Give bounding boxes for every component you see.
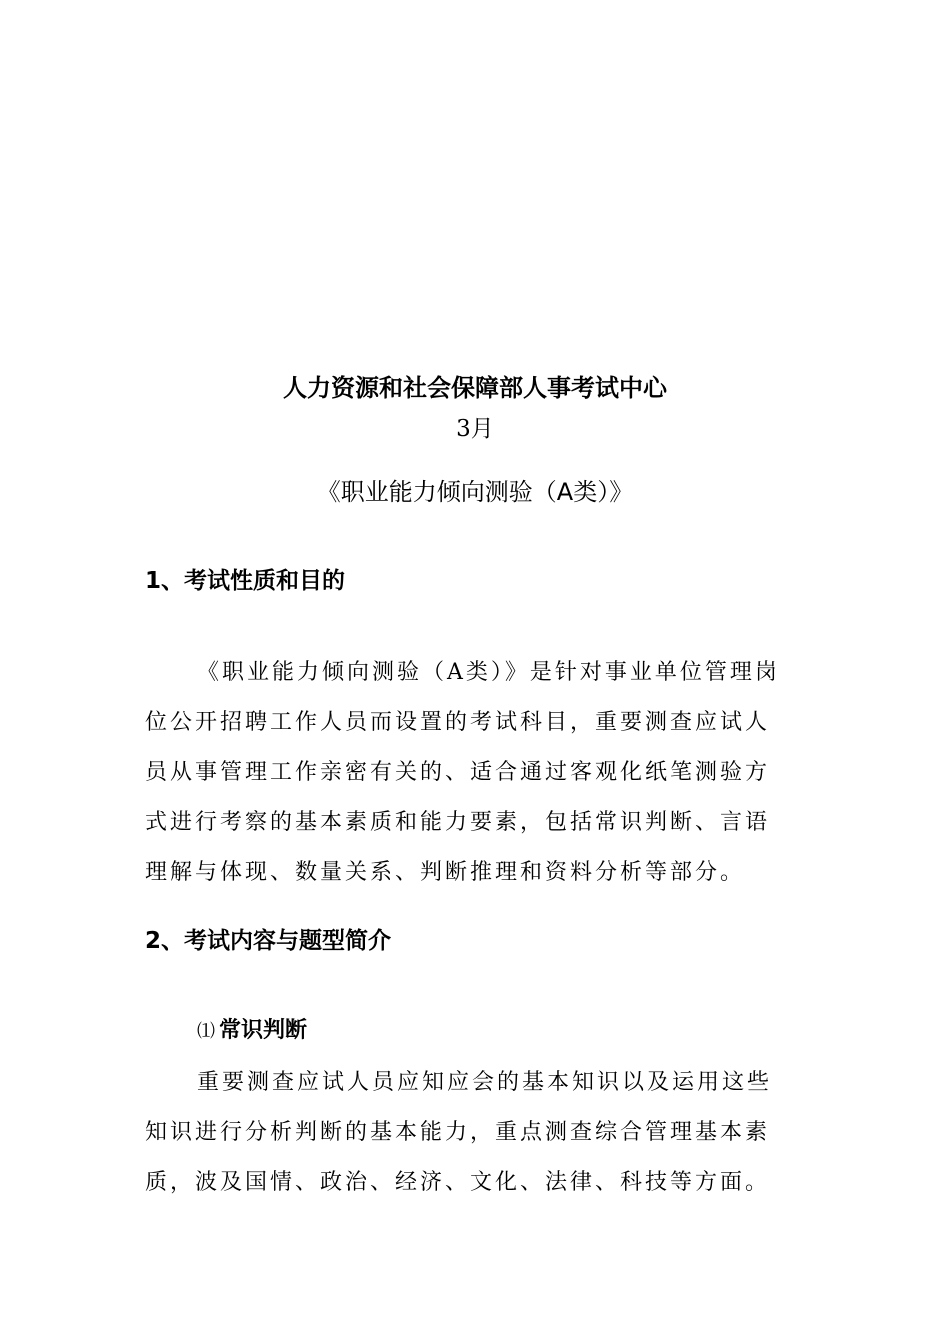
- paragraph-line: 式进行考察的基本素质和能力要素，包括常识判断、言语: [145, 810, 771, 835]
- paragraph-line: 理解与体现、数量关系、判断推理和资料分析等部分。: [145, 860, 746, 885]
- document-month: 3月: [456, 416, 494, 442]
- paragraph-line: 质，波及国情、政治、经济、文化、法律、科技等方面。: [145, 1170, 771, 1195]
- paragraph-line: 重要测查应试人员应知应会的基本知识以及运用这些: [197, 1070, 773, 1095]
- paragraph-line: 知识进行分析判断的基本能力，重点测查综合管理基本素: [145, 1120, 771, 1145]
- subsection-number: ⑴: [197, 1021, 215, 1042]
- document-title: 《职业能力倾向测验（A类）》: [316, 478, 634, 506]
- paragraph-line: 位公开招聘工作人员而设置的考试科目，重要测查应试人: [145, 710, 771, 735]
- paragraph-line: 员从事管理工作亲密有关的、适合通过客观化纸笔测验方: [145, 760, 771, 785]
- subsection-1-paragraph: [145, 1058, 810, 1208]
- paragraph-line: 《职业能力倾向测验（A类）》是针对事业单位管理岗: [197, 660, 780, 685]
- section-1-paragraph: [145, 648, 810, 898]
- subsection-title: 常识判断: [219, 1018, 308, 1043]
- subsection-1-heading: [197, 1014, 307, 1049]
- organization-name: 人力资源和社会保障部人事考试中心: [283, 373, 667, 402]
- section-1-heading: 1、考试性质和目的: [145, 568, 346, 594]
- section-2-heading: 2、考试内容与题型简介: [145, 928, 392, 954]
